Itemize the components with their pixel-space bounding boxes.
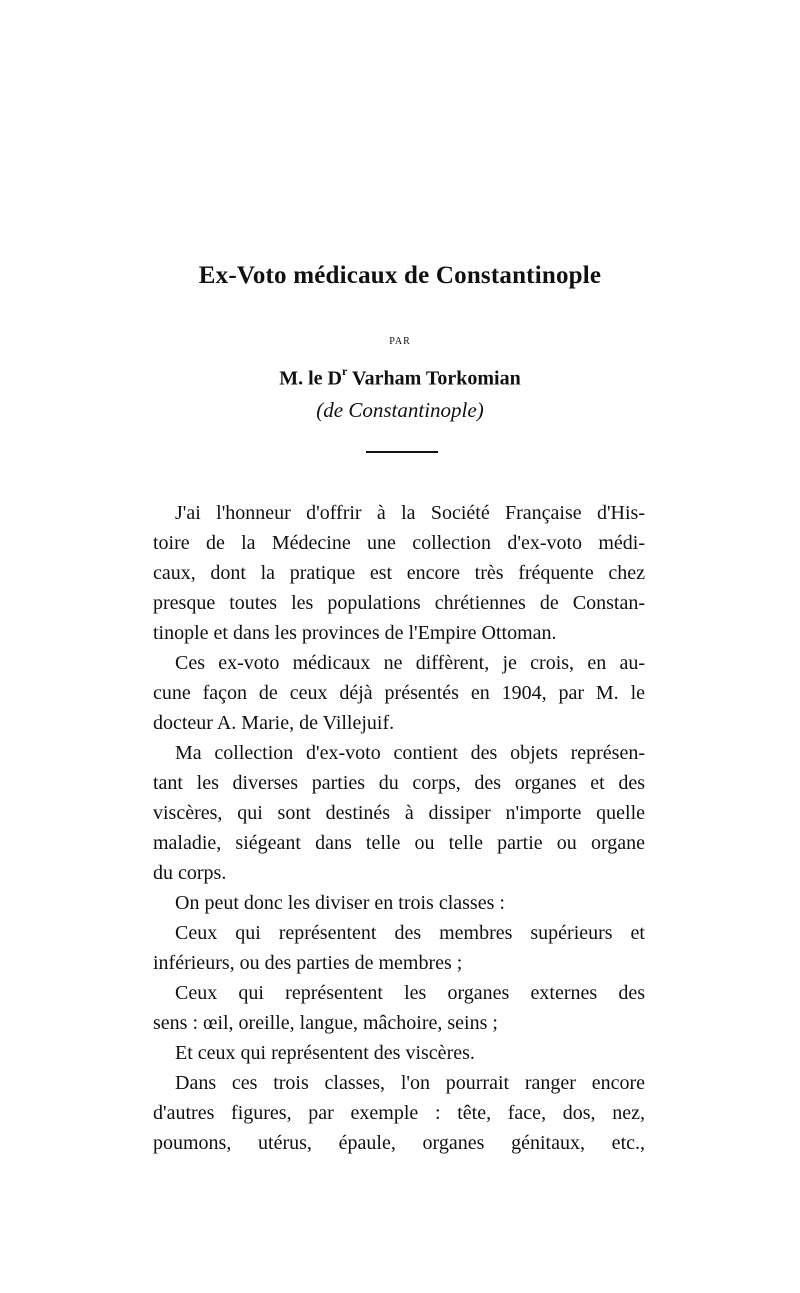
body-line: cune façon de ceux déjà présentés en 1904, par M. le [153,682,645,704]
body-line: viscères, qui sont destinés à dissiper n'importe quelle [153,802,645,824]
section-divider [366,451,438,453]
body-line: On peut donc les diviser en trois classes : [175,892,505,914]
body-line: Dans ces trois classes, l'on pourrait ranger encore [175,1072,645,1094]
body-line: Et ceux qui représentent des viscères. [175,1042,475,1064]
body-line: toire de la Médecine une collection d'ex-voto médi- [153,532,645,554]
body-line: d'autres figures, par exemple : tête, face, dos, nez, [153,1102,645,1124]
body-line: sens : œil, oreille, langue, mâchoire, seins ; [153,1012,498,1034]
body-line: tinople et dans les provinces de l'Empire Ottoman. [153,622,557,644]
body-line: Ces ex-voto médicaux ne diffèrent, je crois, en au- [175,652,645,674]
body-line: du corps. [153,862,227,884]
body-line: poumons, utérus, épaule, organes génitaux, etc., [153,1132,645,1154]
byline-par: PAR [389,336,411,347]
author-affiliation: (de Constantinople) [316,398,484,422]
body-line: Ma collection d'ex-voto contient des objets représen- [175,742,645,764]
author-name [0,366,800,391]
author-title-superscript: r [342,364,348,378]
body-line: maladie, siégeant dans telle ou telle partie ou organe [153,832,645,854]
author-fullname: Varham Torkomian [347,367,521,390]
body-line: caux, dont la pratique est encore très fréquente chez [153,562,645,584]
article-title: Ex-Voto médicaux de Constantinople [198,262,602,289]
body-line: inférieurs, ou des parties de membres ; [153,952,463,974]
body-line: Ceux qui représentent les organes externes des [175,982,645,1004]
body-line: docteur A. Marie, de Villejuif. [153,712,395,734]
author-prefix: M. le D [279,367,343,390]
body-line: J'ai l'honneur d'offrir à la Société Française d'His- [175,502,645,524]
body-line: presque toutes les populations chrétiennes de Constan- [153,592,645,614]
body-line: Ceux qui représentent des membres supérieurs et [175,922,645,944]
body-line: tant les diverses parties du corps, des organes et des [153,772,645,794]
